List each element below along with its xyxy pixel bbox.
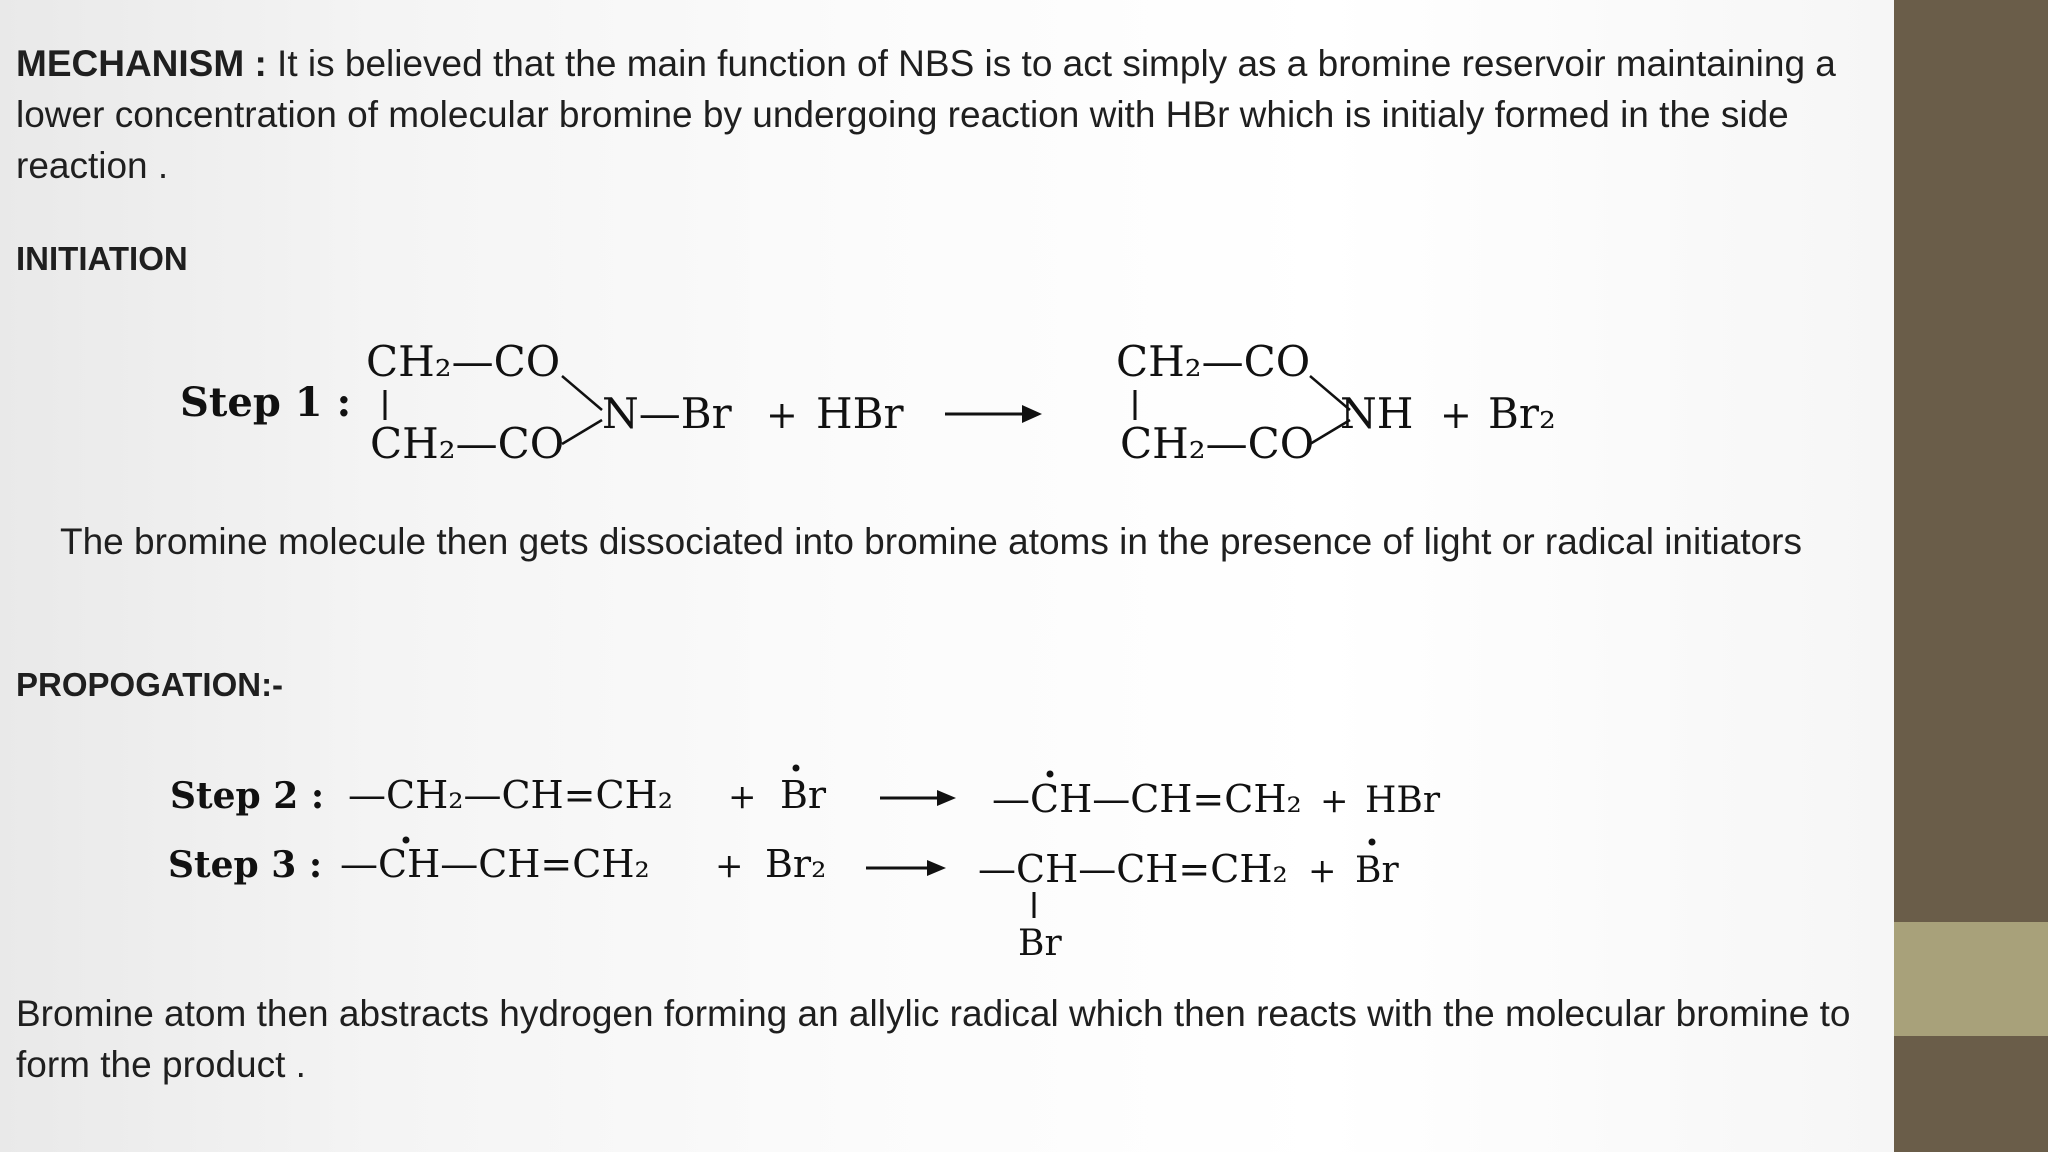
- step1-reactant-bottom: CH₂—CO: [370, 419, 565, 468]
- step1-product-top: CH₂—CO: [1116, 337, 1311, 386]
- step2-reactant: —CH₂—CH=CH₂: [348, 773, 673, 817]
- step3-label: Step 3 :: [168, 844, 323, 886]
- step3-product2-radical-dot: [1369, 839, 1376, 846]
- propagation-after-paragraph: Bromine atom then abstracts hydrogen forming an allylic radical which then reacts with the molecular bromine to form the product .: [16, 993, 1851, 1085]
- step1-reactant-ring-top: [562, 376, 602, 410]
- step2-plus2: +: [1320, 781, 1349, 821]
- step3-reagent: Br₂: [765, 842, 827, 886]
- step1-product2: Br₂: [1488, 389, 1556, 438]
- mechanism-label: MECHANISM :: [16, 43, 267, 84]
- step1-plus2: +: [1440, 393, 1472, 437]
- step3-substituent: Br: [1018, 923, 1062, 964]
- step1-reaction: [170, 330, 1590, 500]
- step3-reactant: —CH—CH=CH₂: [340, 842, 650, 886]
- step3-plus2: +: [1308, 851, 1337, 891]
- step3-product2: Br: [1355, 850, 1399, 891]
- step2-label: Step 2 :: [170, 775, 325, 817]
- step1-reagent: HBr: [816, 389, 904, 438]
- step2-product2: HBr: [1365, 780, 1441, 821]
- initiation-heading: INITIATION: [16, 240, 188, 277]
- step3-arrow-head: [927, 860, 946, 876]
- step1-reactant-tail: N—Br: [602, 389, 732, 438]
- step1-product-tail: NH: [1340, 389, 1414, 438]
- step3-plus1: +: [715, 846, 744, 886]
- step3-product: —CH—CH=CH₂: [978, 847, 1288, 891]
- step1-label: Step 1 :: [180, 379, 352, 426]
- step1-reactant-top: CH₂—CO: [366, 337, 561, 386]
- initiation-after-paragraph: The bromine molecule then gets dissociated into bromine atoms in the presence of light or radical initiators: [60, 521, 1802, 562]
- step1-plus1: +: [766, 393, 798, 437]
- step2-plus1: +: [728, 777, 757, 817]
- intro-paragraph: [16, 38, 1876, 191]
- side-band-decoration: [1894, 922, 2048, 1036]
- step2-arrow-head: [937, 790, 956, 806]
- propagation-heading: PROPOGATION:-: [16, 666, 284, 703]
- step2-product: —CH—CH=CH₂: [992, 777, 1302, 821]
- step1-product-bottom: CH₂—CO: [1120, 419, 1315, 468]
- step1-arrow-head: [1022, 405, 1042, 423]
- step2-radical-dot: [793, 765, 800, 772]
- propagation-reactions: [160, 760, 1480, 970]
- step1-reactant-ring-bottom: [562, 420, 602, 444]
- step2-radical: Br: [780, 773, 827, 817]
- intro-text: It is believed that the main function of NBS is to act simply as a bromine reservoir maintaining a lower concentration of molecular bromine by undergoing reaction with HBr which is initialy formed in the side reaction .: [16, 43, 1836, 186]
